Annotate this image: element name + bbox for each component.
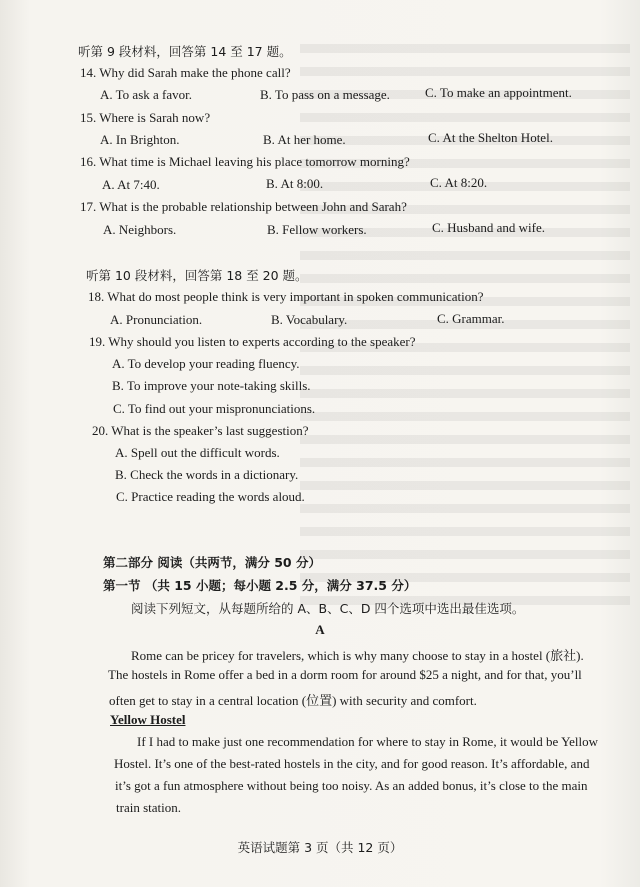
q15-option-b: B. At her home. <box>263 132 346 147</box>
q17-option-c: C. Husband and wife. <box>432 220 546 235</box>
section-10-instruction: 听第 10 段材料，回答第 18 至 20 题。 <box>86 268 308 283</box>
question-15: 15. Where is Sarah now? <box>80 110 211 125</box>
q17-option-b: B. Fellow workers. <box>267 222 367 237</box>
hostel-line-2: Hostel. It’s one of the best-rated hostels in the city, and for good reason. It’s affordable, and <box>114 756 590 771</box>
passage-label: A <box>315 622 325 637</box>
part-2-title: 第二部分 阅读（共两节，满分 50 分） <box>103 555 321 570</box>
q20-option-b: B. Check the words in a dictionary. <box>115 467 299 482</box>
q18-option-a: A. Pronunciation. <box>110 312 203 327</box>
q19-option-a: A. To develop your reading fluency. <box>112 356 300 371</box>
hostel-line-4: train station. <box>116 800 181 815</box>
q16-option-c: C. At 8:20. <box>430 175 488 190</box>
q15-option-c: C. At the Shelton Hotel. <box>428 130 553 145</box>
question-20: 20. What is the speaker’s last suggestion? <box>92 423 309 438</box>
question-14: 14. Why did Sarah make the phone call? <box>80 65 291 80</box>
q18-option-b: B. Vocabulary. <box>271 312 348 327</box>
hostel-line-3: it’s got a fun atmosphere without being too noisy. As an added bonus, it’s close to the main <box>115 778 588 793</box>
intro-line-1: Rome can be pricey for travelers, which is why many choose to stay in a hostel (旅社). <box>131 648 584 663</box>
q16-option-a: A. At 7:40. <box>102 177 160 192</box>
intro-line-3: often get to stay in a central location (位置) with security and comfort. <box>109 693 477 708</box>
q17-option-a: A. Neighbors. <box>103 222 177 237</box>
hostel-heading: Yellow Hostel <box>110 712 186 727</box>
q16-option-b: B. At 8:00. <box>266 176 324 191</box>
question-19: 19. Why should you listen to experts according to the speaker? <box>89 334 416 349</box>
intro-line-2: The hostels in Rome offer a bed in a dorm room for around $25 a night, and for that, you’ll <box>108 667 582 682</box>
q19-option-b: B. To improve your note-taking skills. <box>112 378 311 393</box>
section-1-title: 第一节 （共 15 小题；每小题 2.5 分，满分 37.5 分） <box>103 578 417 593</box>
q14-option-c: C. To make an appointment. <box>425 85 572 100</box>
reading-instruction: 阅读下列短文，从每题所给的 A、B、C、D 四个选项中选出最佳选项。 <box>131 601 525 616</box>
q18-option-c: C. Grammar. <box>437 311 505 326</box>
bleed-through-text <box>300 30 630 590</box>
q15-option-a: A. In Brighton. <box>100 132 180 147</box>
question-17: 17. What is the probable relationship between John and Sarah? <box>80 199 407 214</box>
hostel-line-1: If I had to make just one recommendation for where to stay in Rome, it would be Yellow <box>137 734 599 749</box>
q20-option-a: A. Spell out the difficult words. <box>115 445 280 460</box>
q14-option-b: B. To pass on a message. <box>260 87 390 102</box>
q20-option-c: C. Practice reading the words aloud. <box>116 489 305 504</box>
section-9-instruction: 听第 9 段材料，回答第 14 至 17 题。 <box>78 44 292 59</box>
page-footer: 英语试题第 3 页（共 12 页） <box>237 840 403 855</box>
question-16: 16. What time is Michael leaving his place tomorrow morning? <box>80 154 410 169</box>
question-18: 18. What do most people think is very important in spoken communication? <box>88 289 484 304</box>
q14-option-a: A. To ask a favor. <box>100 87 192 102</box>
q19-option-c: C. To find out your mispronunciations. <box>113 401 316 416</box>
